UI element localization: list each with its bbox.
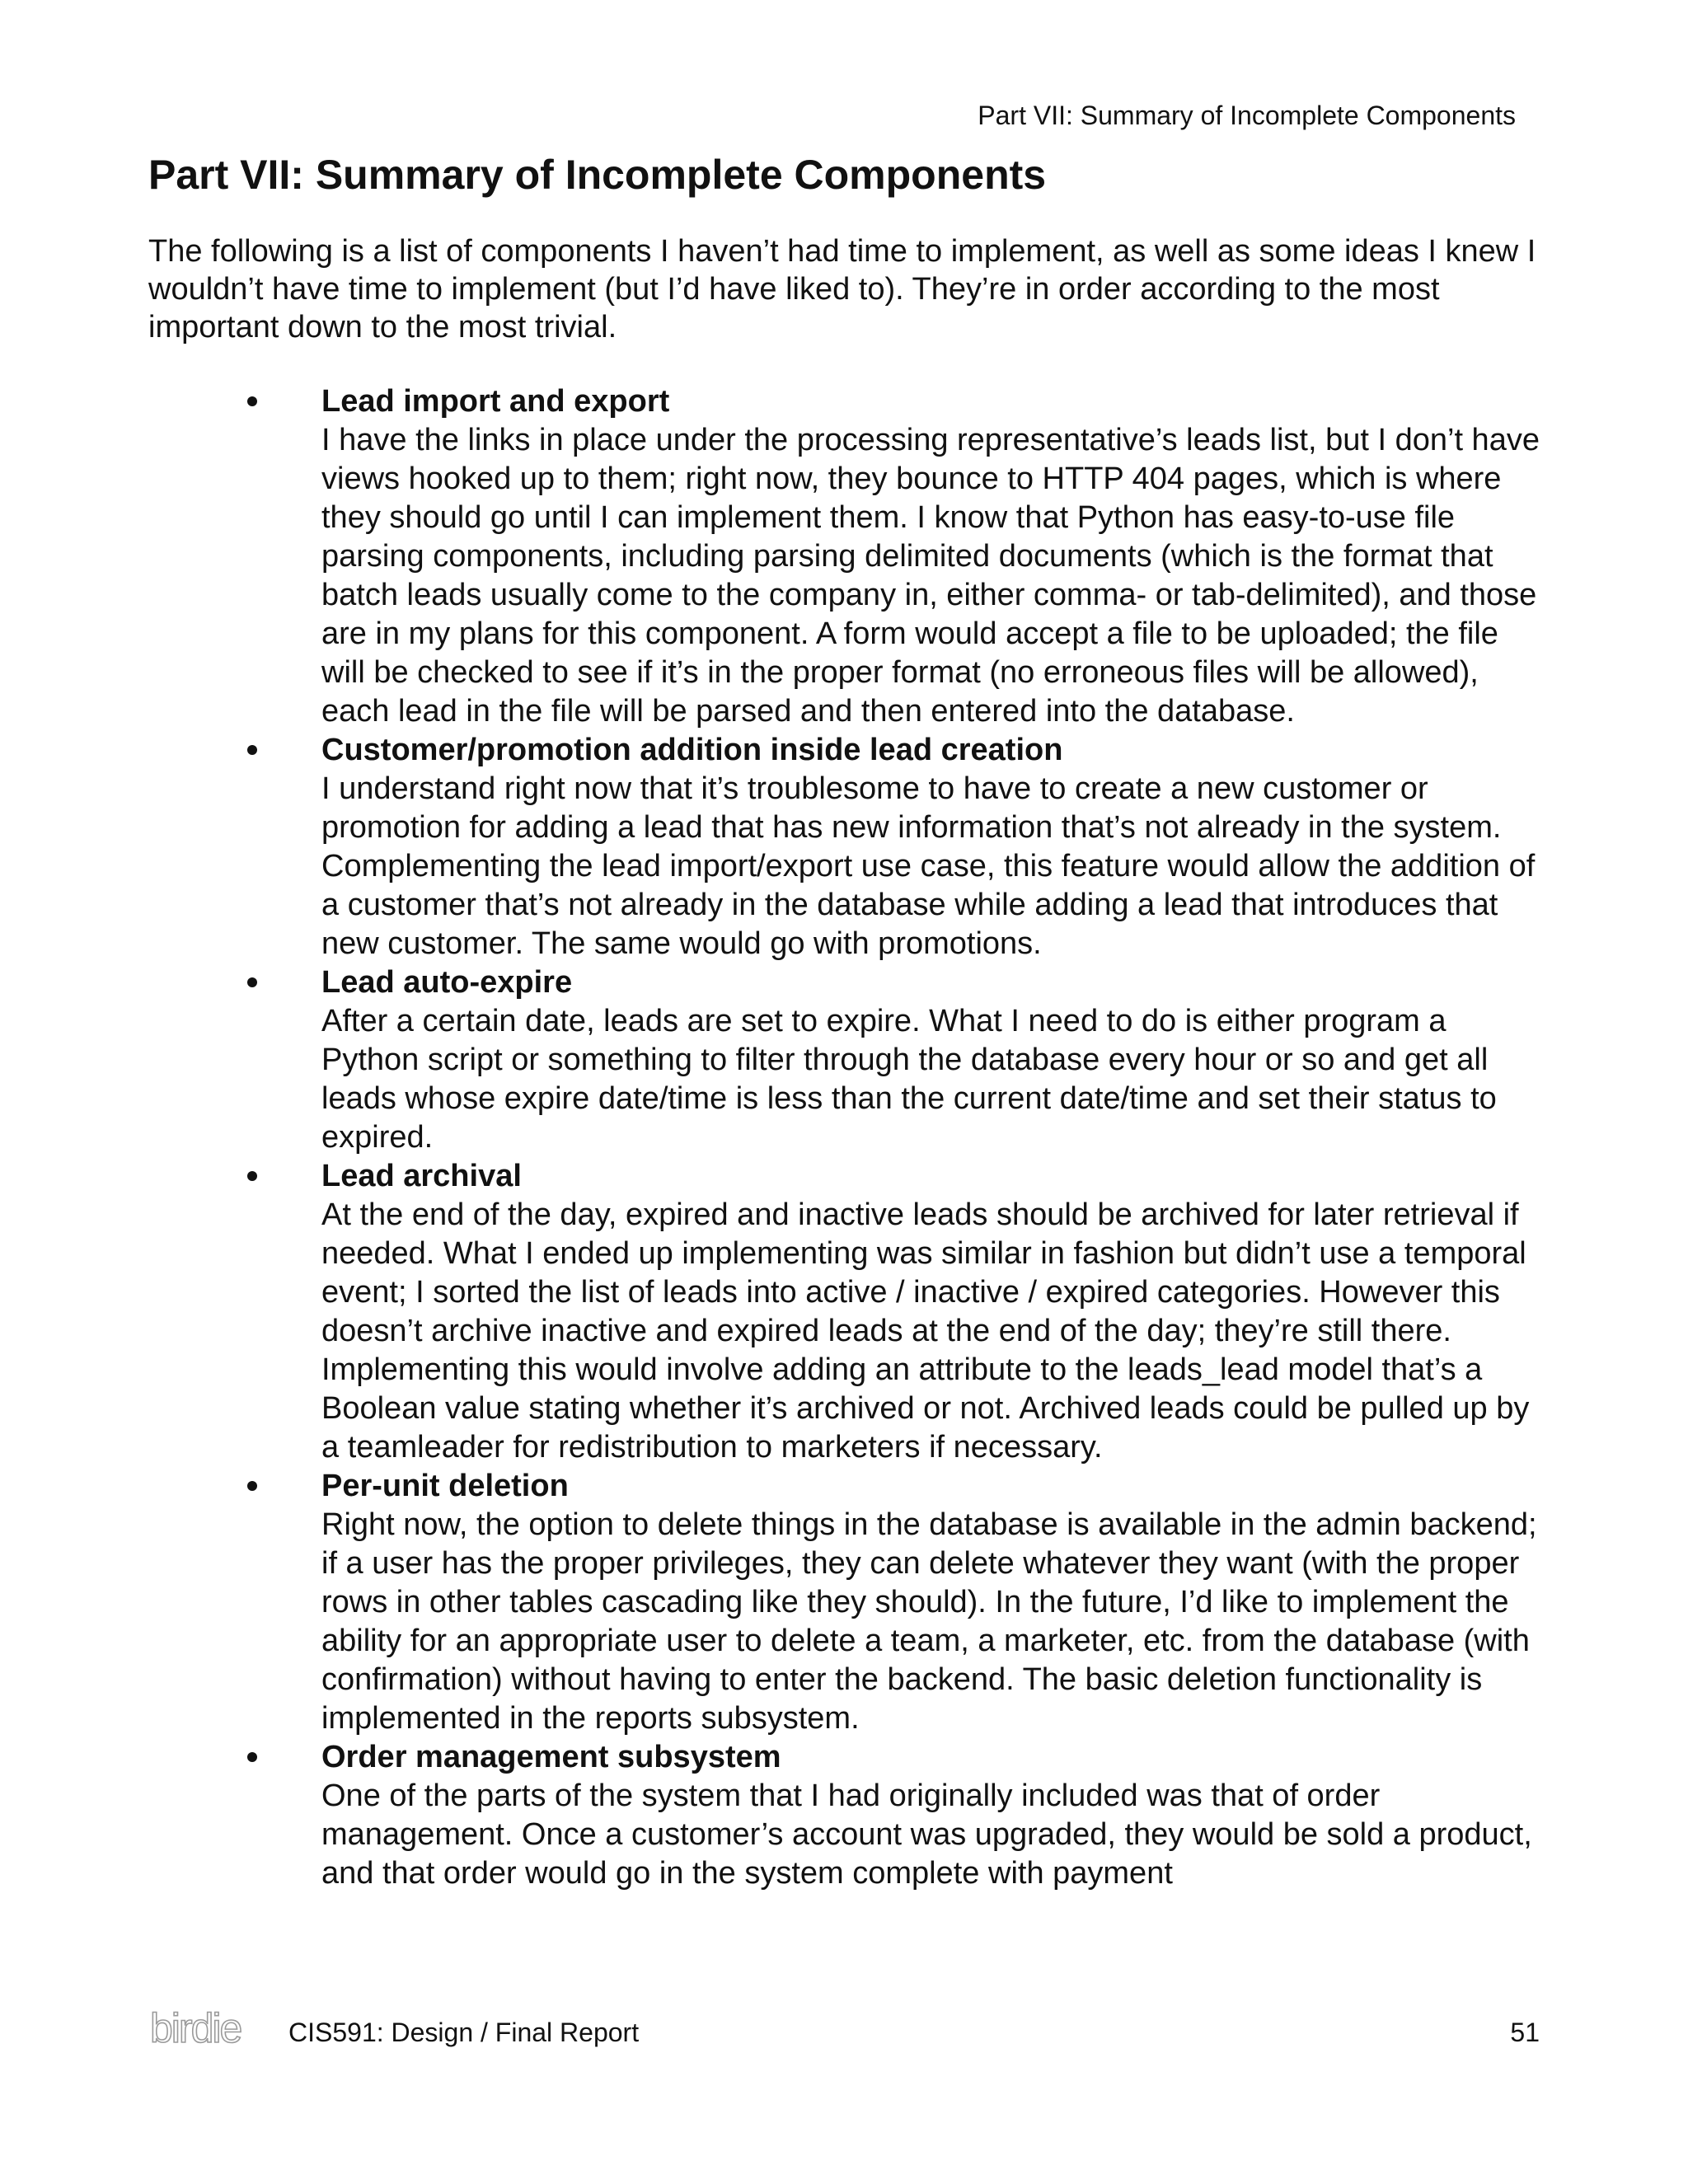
bullet-icon: [247, 977, 257, 987]
list-item: [148, 963, 1550, 1157]
list-item-text: I understand right now that it’s troublesome to have to create a new customer or promotion for adding a lead that has new information that’s not already in the system. Complementing the lead import/export use case, this feature would allow the addition of a customer that’s not already in the database while adding a lead that introduces that new customer. The same would go with promotions.: [321, 771, 1536, 961]
page-title: Part VII: Summary of Incomplete Components: [148, 152, 1047, 198]
list-item-text: After a certain date, leads are set to expire. What I need to do is either program a Python script or something to filter through the database every hour or so and get all leads whose expire date/time is less than the current date/time and set their status to expired.: [321, 1004, 1497, 1155]
component-list: [148, 382, 1550, 1893]
list-item-text: One of the parts of the system that I had originally included was that of order management. Once a customer’s account was upgraded, they would be sold a product, and that order would go in the system complete with payment: [321, 1779, 1532, 1891]
list-item-title: Customer/promotion addition inside lead creation: [321, 733, 1063, 767]
list-item-text: At the end of the day, expired and inactive leads should be archived for later retrieval if needed. What I ended up implementing was similar in fashion but didn’t use a temporal event; I sorted the list of leads into active / inactive / expired categories. However this doesn’t archive inactive and expired leads at the end of the day; they’re still there. Implementing this would involve adding an attribute to the leads_lead model that’s a Boolean value stating whether it’s archived or not. Archived leads could be pulled up by a teamleader for redistribution to marketers if necessary.: [321, 1197, 1530, 1465]
footer-course-title: CIS591: Design / Final Report: [288, 2018, 640, 2047]
page-number: 51: [1510, 2018, 1540, 2047]
list-item-text: Right now, the option to delete things in the database is available in the admin backend; if a user has the proper privileges, they can delete whatever they want (with the proper rows in other tables cascading like they should). In the future, I’d like to implement the ability for an appropriate user to delete a team, a marketer, etc. from the database (with confirmation) without having to enter the backend. The basic deletion functionality is implemented in the reports subsystem.: [321, 1507, 1537, 1736]
logo-wordmark: birdie: [150, 2005, 241, 2051]
list-item-text: I have the links in place under the processing representative’s leads list, but I don’t have views hooked up to them; right now, they bounce to HTTP 404 pages, which is where they should go until I can implement them. I know that Python has easy-to-use file parsing components, including parsing delimited documents (which is the format that batch leads usually come to the company in, either comma- or tab-delimited), and those are in my plans for this component. A form would accept a file to be uploaded; the file will be checked to see if it’s in the proper format (no erroneous files will be allowed), each lead in the file will be parsed and then entered into the database.: [321, 423, 1540, 729]
page-footer: [148, 2003, 1540, 2052]
intro-paragraph: The following is a list of components I haven’t had time to implement, as well as some ideas I knew I wouldn’t have time to implement (but I’d have liked to). They’re in order according to the most important down to the most trivial.: [148, 234, 1536, 344]
list-item-title: Order management subsystem: [321, 1740, 781, 1774]
running-header: Part VII: Summary of Incomplete Components: [978, 101, 1516, 130]
bullet-icon: [247, 745, 257, 755]
list-item: [148, 1467, 1550, 1738]
bullet-icon: [247, 1171, 257, 1181]
bullet-icon: [247, 1481, 257, 1491]
list-item-title: Lead import and export: [321, 384, 670, 419]
list-item-title: Per-unit deletion: [321, 1469, 569, 1503]
bullet-icon: [247, 396, 257, 406]
list-item: [148, 1738, 1550, 1893]
list-item-title: Lead auto-expire: [321, 965, 573, 1000]
list-item: [148, 731, 1550, 963]
bullet-icon: [247, 1752, 257, 1762]
birdie-logo: [148, 2003, 264, 2052]
list-item: [148, 1157, 1550, 1467]
list-item: [148, 382, 1550, 731]
list-item-title: Lead archival: [321, 1159, 522, 1193]
